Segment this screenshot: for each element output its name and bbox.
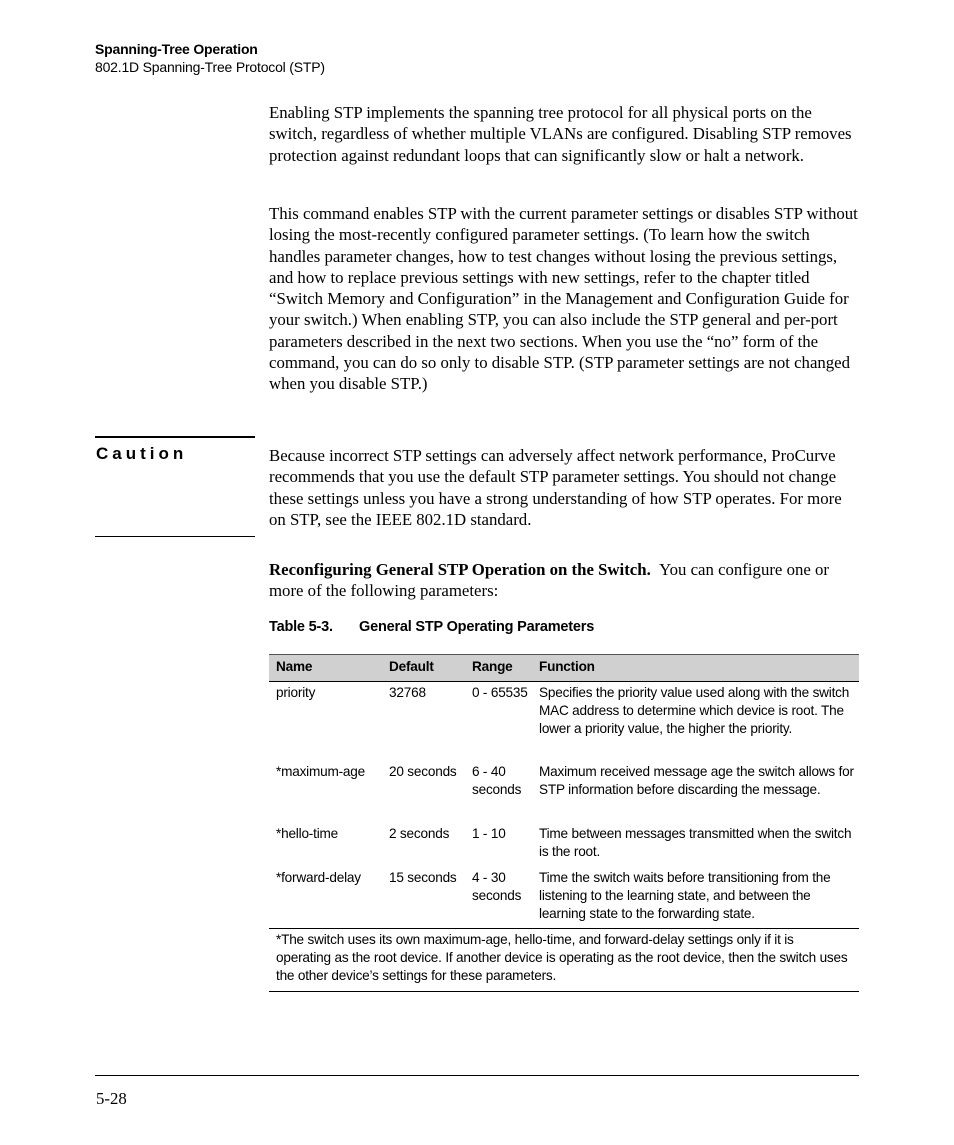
table-row bbox=[269, 684, 859, 763]
stp-parameters-table bbox=[269, 654, 859, 992]
caution-text bbox=[269, 445, 859, 530]
cell-range: 4 - 30 seconds bbox=[472, 870, 522, 903]
cell-default: 15 seconds bbox=[389, 870, 457, 885]
table-caption bbox=[269, 619, 594, 635]
cell-default: 32768 bbox=[389, 685, 426, 700]
lead-paragraph bbox=[269, 559, 859, 602]
column-header-default: Default bbox=[389, 659, 434, 674]
cell-default: 2 seconds bbox=[389, 826, 450, 841]
caution-label: Caution bbox=[96, 444, 188, 463]
cell-name: *forward-delay bbox=[276, 870, 361, 885]
cell-name: *maximum-age bbox=[276, 764, 366, 779]
run-in-heading: Reconfiguring General STP Operation on the Switch. bbox=[269, 560, 651, 579]
chapter-title: Spanning-Tree Operation bbox=[95, 41, 258, 57]
column-header-range: Range bbox=[472, 659, 513, 674]
body-paragraph-2 bbox=[269, 203, 859, 395]
cell-name: priority bbox=[276, 685, 316, 700]
cell-range: 1 - 10 bbox=[472, 826, 506, 841]
running-header bbox=[95, 40, 325, 76]
lead-text: You can configure one or more of the following parameters: bbox=[269, 560, 829, 601]
table-row bbox=[269, 869, 859, 928]
table-header-row bbox=[269, 654, 859, 682]
cell-default: 20 seconds bbox=[389, 764, 457, 779]
table-footnote: *The switch uses its own maximum-age, hello-time, and forward-delay settings only if it is operating as the root device. If another device is operating as the root device, then the switch uses the other device’s settings for these parameters. bbox=[269, 928, 859, 992]
column-header-function: Function bbox=[539, 659, 595, 674]
paragraph-text: This command enables STP with the current parameter settings or disables STP without losing the most-recently configured parameter settings. (To learn how the switch handles parameter changes, how to test changes without losing the previous settings, and how to replace previous settings with new settings, refer to the chapter titled “Switch Memory and Configuration” in the Management and Configuration Guide for your switch.) When enabling STP, you can also include the STP general and per-port parameters described in the next two sections. When you use the “no” form of the command, you can do so only to disable STP. (STP parameter settings are not changed when you disable STP.) bbox=[269, 204, 858, 394]
table-row bbox=[269, 763, 859, 825]
column-header-name: Name bbox=[276, 659, 313, 674]
caution-top-rule bbox=[95, 436, 255, 438]
body-paragraph-1 bbox=[269, 102, 859, 166]
cell-name: *hello-time bbox=[276, 826, 339, 841]
caution-bottom-rule bbox=[95, 536, 255, 537]
table-title: General STP Operating Parameters bbox=[359, 619, 595, 635]
caution-paragraph: Because incorrect STP settings can adversely affect network performance, ProCurve recommends that you use the default STP parameter settings. You should not change these settings unless you have a strong understanding of how STP operates. For more on STP, see the IEEE 802.1D standard. bbox=[269, 446, 842, 529]
section-title: 802.1D Spanning-Tree Protocol (STP) bbox=[95, 59, 325, 75]
cell-function: Time the switch waits before transitioning from the listening to the learning state, and between the learning state to the forwarding state. bbox=[539, 870, 831, 921]
cell-range: 0 - 65535 bbox=[472, 685, 528, 700]
footer-rule bbox=[95, 1075, 859, 1076]
cell-function: Specifies the priority value used along with the switch MAC address to determine which device is root. The lower a priority value, the higher the priority. bbox=[539, 685, 850, 736]
paragraph-text: Enabling STP implements the spanning tree protocol for all physical ports on the switch, regardless of whether multiple VLANs are configured. Disabling STP removes protection against redundant loops that can significantly slow or halt a network. bbox=[269, 103, 852, 165]
page-number: 5-28 bbox=[96, 1089, 127, 1108]
cell-range: 6 - 40 seconds bbox=[472, 764, 522, 797]
table-row bbox=[269, 825, 859, 869]
table-number: Table 5-3. bbox=[269, 619, 333, 635]
cell-function: Time between messages transmitted when the switch is the root. bbox=[539, 826, 852, 859]
cell-function: Maximum received message age the switch allows for STP information before discarding the message. bbox=[539, 764, 854, 797]
